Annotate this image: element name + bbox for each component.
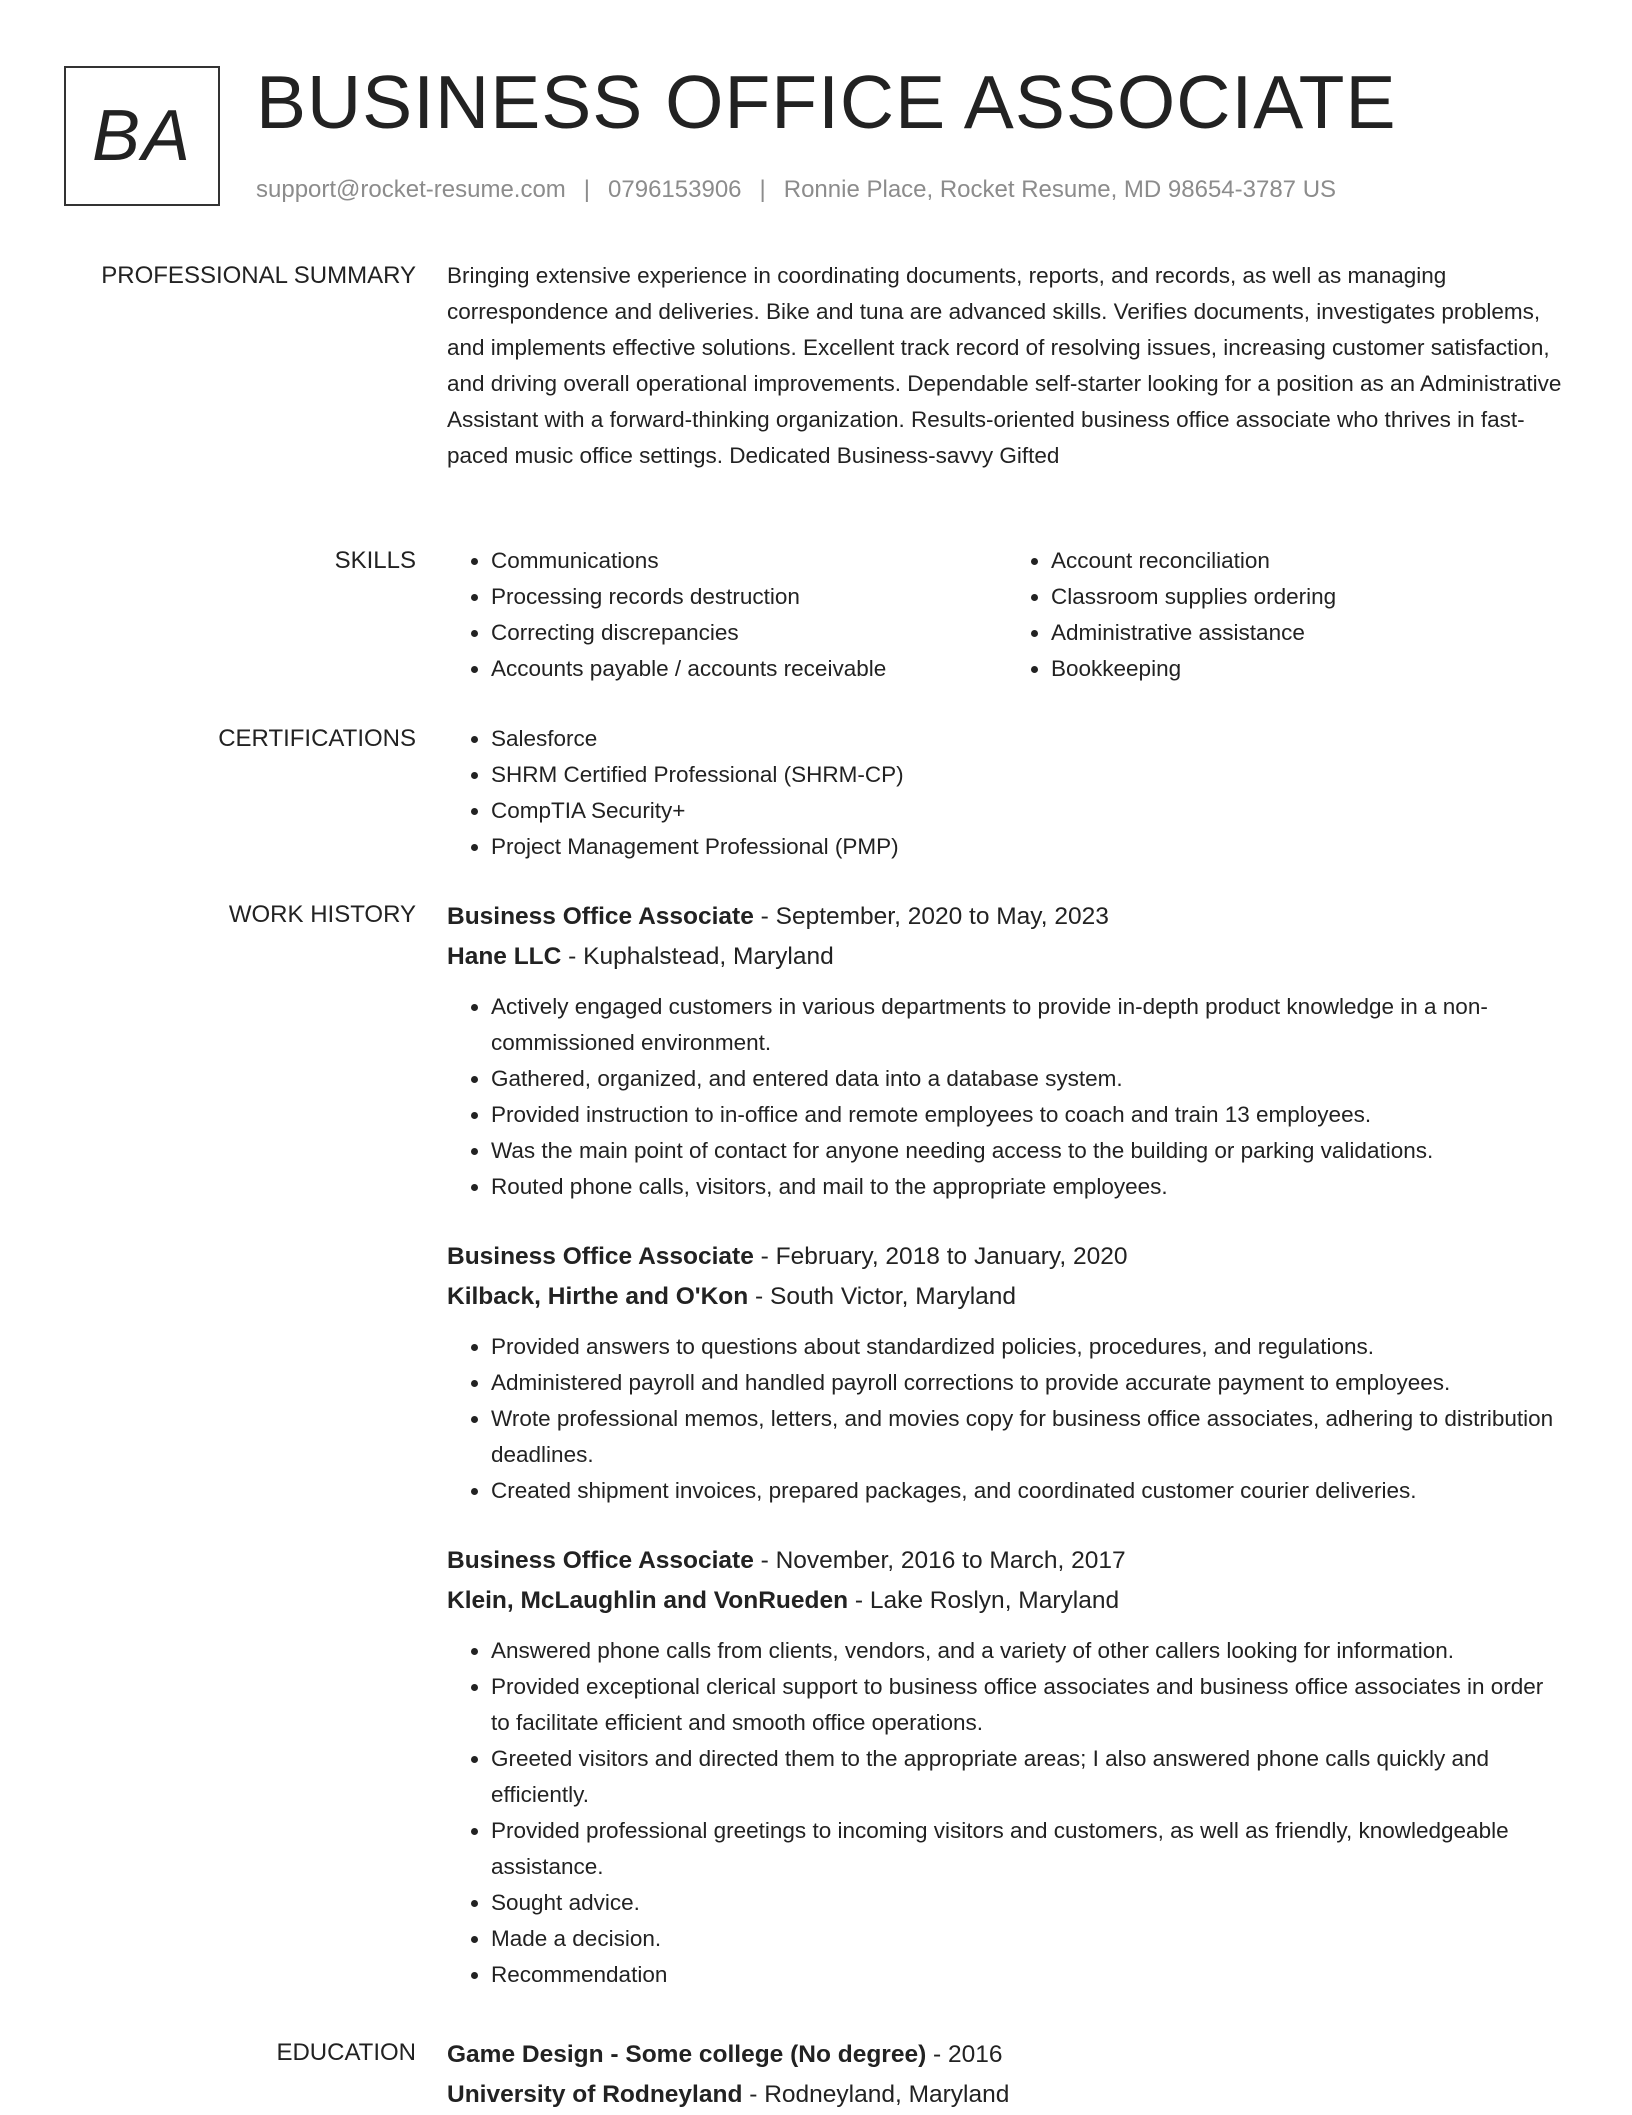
contact-separator: | bbox=[759, 176, 766, 203]
education-year: - 2016 bbox=[926, 2041, 1003, 2068]
job-bullet: • Provided professional greetings to incoming visitors and customers, as well as friendly, knowledgeable assistance. bbox=[491, 1813, 1567, 1885]
job-bullet: • Recommendation bbox=[491, 1957, 1567, 1993]
skill-item: • Administrative assistance bbox=[1051, 615, 1567, 651]
job-bullets bbox=[447, 1633, 1567, 1993]
skills-content bbox=[447, 543, 1567, 687]
job-bullet: • Provided exceptional clerical support to business office associates and business office associates in order to facilitate efficient and smooth office operations. bbox=[491, 1669, 1567, 1741]
job-heading bbox=[447, 1237, 1567, 1277]
job-bullet: • Provided answers to questions about standardized policies, procedures, and regulations. bbox=[491, 1329, 1567, 1365]
contact-line bbox=[256, 174, 1336, 206]
education-location: - Rodneyland, Maryland bbox=[742, 2081, 1010, 2108]
job-bullet: • Was the main point of contact for anyone needing access to the building or parking validations. bbox=[491, 1133, 1567, 1169]
education-school: University of Rodneyland bbox=[447, 2081, 743, 2108]
section-label-work-history: WORK HISTORY bbox=[228, 901, 416, 928]
skill-item: • Correcting discrepancies bbox=[491, 615, 1007, 651]
education-degree: Game Design - Some college (No degree) bbox=[447, 2041, 927, 2068]
contact-address: Ronnie Place, Rocket Resume, MD 98654-3787 US bbox=[783, 176, 1337, 203]
job-heading bbox=[447, 897, 1567, 937]
job-bullet: • Actively engaged customers in various departments to provide in-depth product knowledge in a non-commissioned environment. bbox=[491, 989, 1567, 1061]
skill-item: • Accounts payable / accounts receivable bbox=[491, 651, 1007, 687]
job-bullet: • Sought advice. bbox=[491, 1885, 1567, 1921]
job-bullet: • Routed phone calls, visitors, and mail to the appropriate employees. bbox=[491, 1169, 1567, 1205]
education-institution bbox=[447, 2075, 1567, 2115]
skill-item: • Processing records destruction bbox=[491, 579, 1007, 615]
job-employer bbox=[447, 1581, 1567, 1621]
job-entry bbox=[447, 897, 1567, 1205]
job-bullet: • Made a decision. bbox=[491, 1921, 1567, 1957]
job-company: Klein, McLaughlin and VonRueden bbox=[447, 1587, 849, 1614]
job-bullet: • Provided instruction to in-office and remote employees to coach and train 13 employees. bbox=[491, 1097, 1567, 1133]
work-history-content bbox=[447, 897, 1567, 1993]
job-title: Business Office Associate bbox=[447, 1547, 754, 1574]
job-location: - South Victor, Maryland bbox=[748, 1283, 1017, 1310]
certifications-list bbox=[447, 721, 1567, 865]
section-label-summary: PROFESSIONAL SUMMARY bbox=[101, 262, 416, 289]
certifications-content bbox=[447, 721, 1567, 865]
contact-separator: | bbox=[583, 176, 591, 203]
job-entry bbox=[447, 1541, 1567, 1993]
contact-phone[interactable]: 0796153906 bbox=[608, 176, 742, 203]
resume-title: BUSINESS OFFICE ASSOCIATE bbox=[256, 60, 1397, 144]
monogram-logo: BA bbox=[64, 66, 220, 206]
job-heading bbox=[447, 1541, 1567, 1581]
skill-item: • Account reconciliation bbox=[1051, 543, 1567, 579]
job-location: - Kuphalstead, Maryland bbox=[561, 943, 834, 970]
skill-item: • Classroom supplies ordering bbox=[1051, 579, 1567, 615]
job-employer bbox=[447, 937, 1567, 977]
job-bullets bbox=[447, 1329, 1567, 1509]
skill-item: • Bookkeeping bbox=[1051, 651, 1567, 687]
job-bullet: • Administered payroll and handled payroll corrections to provide accurate payment to employees. bbox=[491, 1365, 1567, 1401]
job-bullet: • Greeted visitors and directed them to the appropriate areas; I also answered phone calls quickly and efficiently. bbox=[491, 1741, 1567, 1813]
job-company: Hane LLC bbox=[447, 943, 562, 970]
section-label-skills: SKILLS bbox=[334, 547, 416, 574]
summary-text: Bringing extensive experience in coordinating documents, reports, and records, as well as managing correspondence and deliveries. Bike and tuna are advanced skills. Verifies documents, investigates problems, and implements effective solutions. Excellent track record of resolving issues, increasing customer satisfaction, and driving overall operational improvements. Dependable self-starter looking for a position as an Administrative Assistant with a forward-thinking organization. Results-oriented business office associate who thrives in fast-paced music office settings. Dedicated Business-savvy Gifted bbox=[447, 263, 1562, 468]
education-heading bbox=[447, 2035, 1567, 2075]
job-title: Business Office Associate bbox=[447, 903, 754, 930]
job-bullet: • Wrote professional memos, letters, and movies copy for business office associates, adhering to distribution deadlines. bbox=[491, 1401, 1567, 1473]
certification-item: • SHRM Certified Professional (SHRM-CP) bbox=[491, 757, 1567, 793]
skills-list-right bbox=[1007, 543, 1567, 687]
certification-item: • CompTIA Security+ bbox=[491, 793, 1567, 829]
job-title: Business Office Associate bbox=[447, 1243, 754, 1270]
job-bullets bbox=[447, 989, 1567, 1205]
section-label-education: EDUCATION bbox=[276, 2039, 416, 2066]
job-employer bbox=[447, 1277, 1567, 1317]
contact-email[interactable]: support@rocket-resume.com bbox=[256, 176, 566, 203]
job-location: - Lake Roslyn, Maryland bbox=[848, 1587, 1120, 1614]
certification-item: • Project Management Professional (PMP) bbox=[491, 829, 1567, 865]
job-entry bbox=[447, 1237, 1567, 1509]
skills-list-left bbox=[447, 543, 1007, 687]
section-label-certifications: CERTIFICATIONS bbox=[218, 725, 416, 752]
skill-item: • Communications bbox=[491, 543, 1007, 579]
job-dates: - September, 2020 to May, 2023 bbox=[753, 903, 1109, 930]
job-bullet: • Answered phone calls from clients, vendors, and a variety of other callers looking for information. bbox=[491, 1633, 1567, 1669]
job-dates: - November, 2016 to March, 2017 bbox=[753, 1547, 1126, 1574]
job-dates: - February, 2018 to January, 2020 bbox=[753, 1243, 1128, 1270]
summary-content bbox=[447, 258, 1567, 474]
education-content bbox=[447, 2035, 1567, 2115]
job-bullet: • Created shipment invoices, prepared packages, and coordinated customer courier deliveries. bbox=[491, 1473, 1567, 1509]
job-company: Kilback, Hirthe and O'Kon bbox=[447, 1283, 749, 1310]
job-bullet: • Gathered, organized, and entered data into a database system. bbox=[491, 1061, 1567, 1097]
certification-item: • Salesforce bbox=[491, 721, 1567, 757]
